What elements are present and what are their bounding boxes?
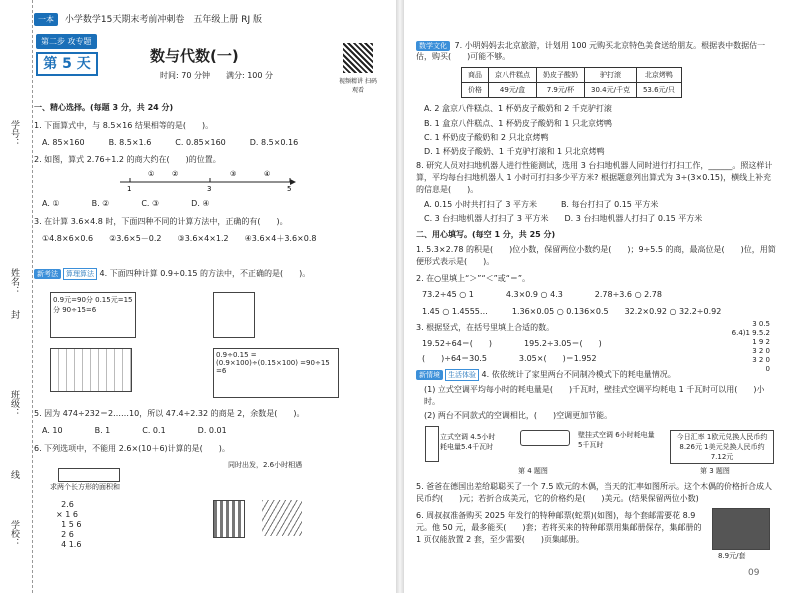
question-6-a-caption: 求两个长方形的面积和: [50, 483, 120, 491]
question-5-options: A. 10 B. 1 C. 0.1 D. 0.01: [42, 426, 227, 435]
class-label: 班级：: [9, 390, 19, 417]
question-3-options: ①4.8×6×0.6 ②3.6×5－0.2 ③3.6×4×1.2 ④3.6×4＋3.6×0.8: [42, 234, 317, 243]
table-header-cell: 北京烤鸭: [636, 68, 681, 83]
question-7-option-d: D. 1 杯奶皮子酸奶、1 千克驴打滚和 1 只北京烤鸭: [424, 147, 605, 156]
number-line-figure: [110, 168, 300, 192]
question-6-b-caption: 同时出发，2.6小时相遇: [228, 461, 303, 469]
question-7: 数学文化 7. 小明妈妈去北京旅游，计划用 100 元购买北京特色美食送给朋友。根据表中数据估一估，购买( )可能不够。: [416, 41, 766, 61]
book-title: 小学数学15天期末考前冲刺卷 五年级上册 RJ 版: [64, 15, 262, 25]
floor-ac-icon: [425, 426, 439, 462]
table-header-cell: 驴打滚: [585, 68, 637, 83]
fill-6: 6. 周叔叔准备购买 2025 年发行的特种邮票(蛇票)(如图)，每个套邮需要花 8.9 元。他 50 元，最多能买( )套；若将买来的特种邮票用集邮册保存，集邮册的 1 页仅能放置 2 套，至少需要( )页集邮册。: [416, 511, 702, 544]
question-8: 8. 研究人员对扫地机器人进行性能测试，选用 3 台扫地机器人同时进行打扫工作，______。照这样计算，平均每台扫地机器人 1 小时可打扫多少平方米? 根据题意列出算式为 3÷(3×0.15)，横线上补充的信息是( )。: [416, 161, 773, 194]
step-tag: 第二步 攻专题: [36, 34, 97, 49]
question-7-option-b: B. 1 盒京八件糕点、1 杯奶皮子酸奶和 1 只北京烤鸭: [424, 119, 613, 128]
table-row: [462, 83, 682, 98]
binding-margin: [0, 0, 33, 593]
figure-4-caption: 第 4 题图: [518, 467, 548, 475]
page-number: 09: [748, 568, 760, 578]
page-title: 数与代数(一): [150, 47, 239, 65]
stamp-price: 8.9元/套: [718, 552, 746, 560]
svg-text:3: 3: [207, 185, 212, 192]
question-4: 新考法 算理算法 4. 下面四种计算 0.9÷0.15 的方法中，不正确的是( )。: [34, 268, 310, 280]
exam-meta: 时间: 70 分钟 满分: 100 分: [160, 71, 274, 80]
method-a-box: 0.9元=90分 0.15元=15分 90÷15=6: [50, 292, 136, 338]
table-cell: 49元/盒: [489, 83, 537, 98]
method-c-grid: [50, 348, 132, 392]
fill-2: 2. 在○里填上“＞”“＜”或“＝”。: [416, 274, 531, 283]
pencils-figure: [262, 500, 302, 536]
question-3: 3. 在计算 3.6×4.8 时，下面四种不同的计算方法中，正确的有( )。: [34, 217, 288, 226]
stamp-image: [712, 508, 770, 550]
fill-3-row-2: ( )÷64＝30.5 3.05×( )＝1.952: [422, 354, 597, 363]
books-figure: [213, 500, 245, 538]
student-id-label: 学号：: [9, 120, 19, 147]
algorithm-tag: 算理算法: [63, 268, 97, 280]
fill-3: 3. 根据竖式，在括号里填上合适的数。: [416, 323, 555, 332]
qr-code-icon: [343, 43, 373, 73]
svg-text:④: ④: [264, 170, 271, 178]
exchange-rate-board: 今日汇率 1欧元兑换人民币约8.26元 1美元兑换人民币约7.12元: [670, 430, 774, 464]
question-6: 6. 下列选项中，不能用 2.6×(10＋6)计算的是( )。: [34, 444, 230, 453]
fill-4-part-1: (1) 立式空调平均每小时的耗电量是( )千瓦时，壁挂式空调平均耗电 1 千瓦时可以用( )小时。: [424, 385, 765, 406]
header-bar: [34, 12, 262, 26]
question-7-option-a: A. 2 盒京八件糕点、1 杯奶皮子酸奶和 2 千克驴打滚: [424, 104, 612, 113]
culture-icon: 数学文化: [416, 41, 450, 51]
table-cell: 价格: [462, 83, 489, 98]
book-gutter: [396, 0, 404, 593]
new-context-icon: 新情境: [416, 370, 443, 380]
price-table: [461, 67, 682, 98]
fill-4: 新情境 生活体验 4. 依依统计了家里两台不同制冷模式下的耗电量情况。: [416, 369, 676, 381]
table-cell: 53.6元/只: [636, 83, 681, 98]
fill-2-row-2: 1.45 ○ 1.4555… 1.36×0.05 ○ 0.136×0.5 32.2×0.92 ○ 32.2÷0.92: [422, 307, 722, 316]
vertical-multiplication: 2.6 × 1 6 1 5 6 2 6 4 1.6: [56, 500, 82, 549]
svg-text:5: 5: [287, 185, 292, 192]
fill-2-row-1: 73.2÷45 ○ 1 4.3×0.9 ○ 4.3 2.78÷3.6 ○ 2.78: [422, 290, 662, 299]
fill-5: 5. 爸爸在德国出差给聪聪买了一个 7.5 欧元的木偶，当天的汇率如图所示。这个木偶的价格折合成人民币约( )元；若折合成美元，它的价格约是( )美元。(结果保留两位小数): [416, 482, 772, 503]
svg-text:①: ①: [148, 170, 155, 178]
table-cell: 7.9元/杯: [537, 83, 585, 98]
table-row: [462, 68, 682, 83]
fill-4-part-2: (2) 两台不同款式的空调相比，( )空调更加节能。: [424, 411, 613, 420]
rectangles-figure: [58, 468, 120, 482]
new-test-icon: 新考法: [34, 269, 61, 279]
question-8-options-2: C. 3 台扫地机器人打扫了 3 平方米 D. 3 台扫地机器人打扫了 0.15 平方米: [424, 214, 703, 223]
qr-caption: 视频精讲 扫码观看: [339, 78, 377, 94]
name-label: 姓名：: [9, 268, 19, 295]
school-label: 学校：: [9, 520, 19, 547]
question-2: 2. 如图，算式 2.76÷1.2 的商大约在( )的位置。: [34, 155, 221, 164]
table-header-cell: 京八件糕点: [489, 68, 537, 83]
section-title-fill: 二、用心填写。(每空 1 分，共 25 分): [416, 230, 556, 239]
table-header-cell: 商品: [462, 68, 489, 83]
question-7-option-c: C. 1 杯奶皮子酸奶和 2 只北京烤鸭: [424, 133, 549, 142]
cut-line-label: 线: [9, 470, 19, 479]
method-b-division: [213, 292, 255, 338]
fill-1: 1. 5.3×2.78 的积是( )位小数，保留两位小数约是( )；9÷5.5 的商，最高位是( )位，用简便形式表示是( )。: [416, 245, 776, 266]
question-8-options-1: A. 0.15 小时共打扫了 3 平方米 B. 每台打扫了 0.15 平方米: [424, 200, 659, 209]
table-header-cell: 奶皮子酸奶: [537, 68, 585, 83]
wall-ac-icon: [520, 430, 570, 446]
svg-text:1: 1: [127, 185, 132, 192]
question-5: 5. 因为 474÷232＝2……10，所以 47.4÷2.32 的商是 2，余数是( )。: [34, 409, 305, 418]
day-badge: 第 5 天: [36, 52, 98, 76]
method-d-box: 0.9÷0.15 =(0.9×100)÷(0.15×100) =90÷15 =6: [213, 348, 339, 398]
figure-3-caption: 第 3 题图: [700, 467, 730, 475]
question-1: 1. 下面算式中，与 8.5×16 结果相等的是( )。: [34, 121, 214, 130]
seal-label: 封: [9, 310, 19, 319]
division-figure: 3 0.5 6.4)1 9.5.2 1 9 2 3 2 0 3 2 0 0: [731, 320, 770, 373]
section-title-choice: 一、精心选择。(每题 3 分，共 24 分): [34, 103, 174, 112]
series-logo: 一本: [34, 13, 58, 26]
svg-text:③: ③: [230, 170, 237, 178]
svg-text:②: ②: [172, 170, 179, 178]
fill-3-row-1: 19.52÷64＝( ) 195.2÷3.05＝( ): [422, 339, 602, 348]
floor-ac-label: 立式空调 4.5小时耗电量5.4千瓦时: [440, 433, 496, 451]
table-cell: 30.4元/千克: [585, 83, 637, 98]
question-1-options: A. 85×160 B. 8.5×1.6 C. 0.85×160 D. 8.5×0.16: [42, 138, 299, 147]
wall-ac-label: 壁挂式空调 6小时耗电量5千瓦时: [578, 431, 655, 449]
question-2-options: A. ① B. ② C. ③ D. ④: [42, 199, 210, 208]
life-tag: 生活体验: [445, 369, 479, 381]
